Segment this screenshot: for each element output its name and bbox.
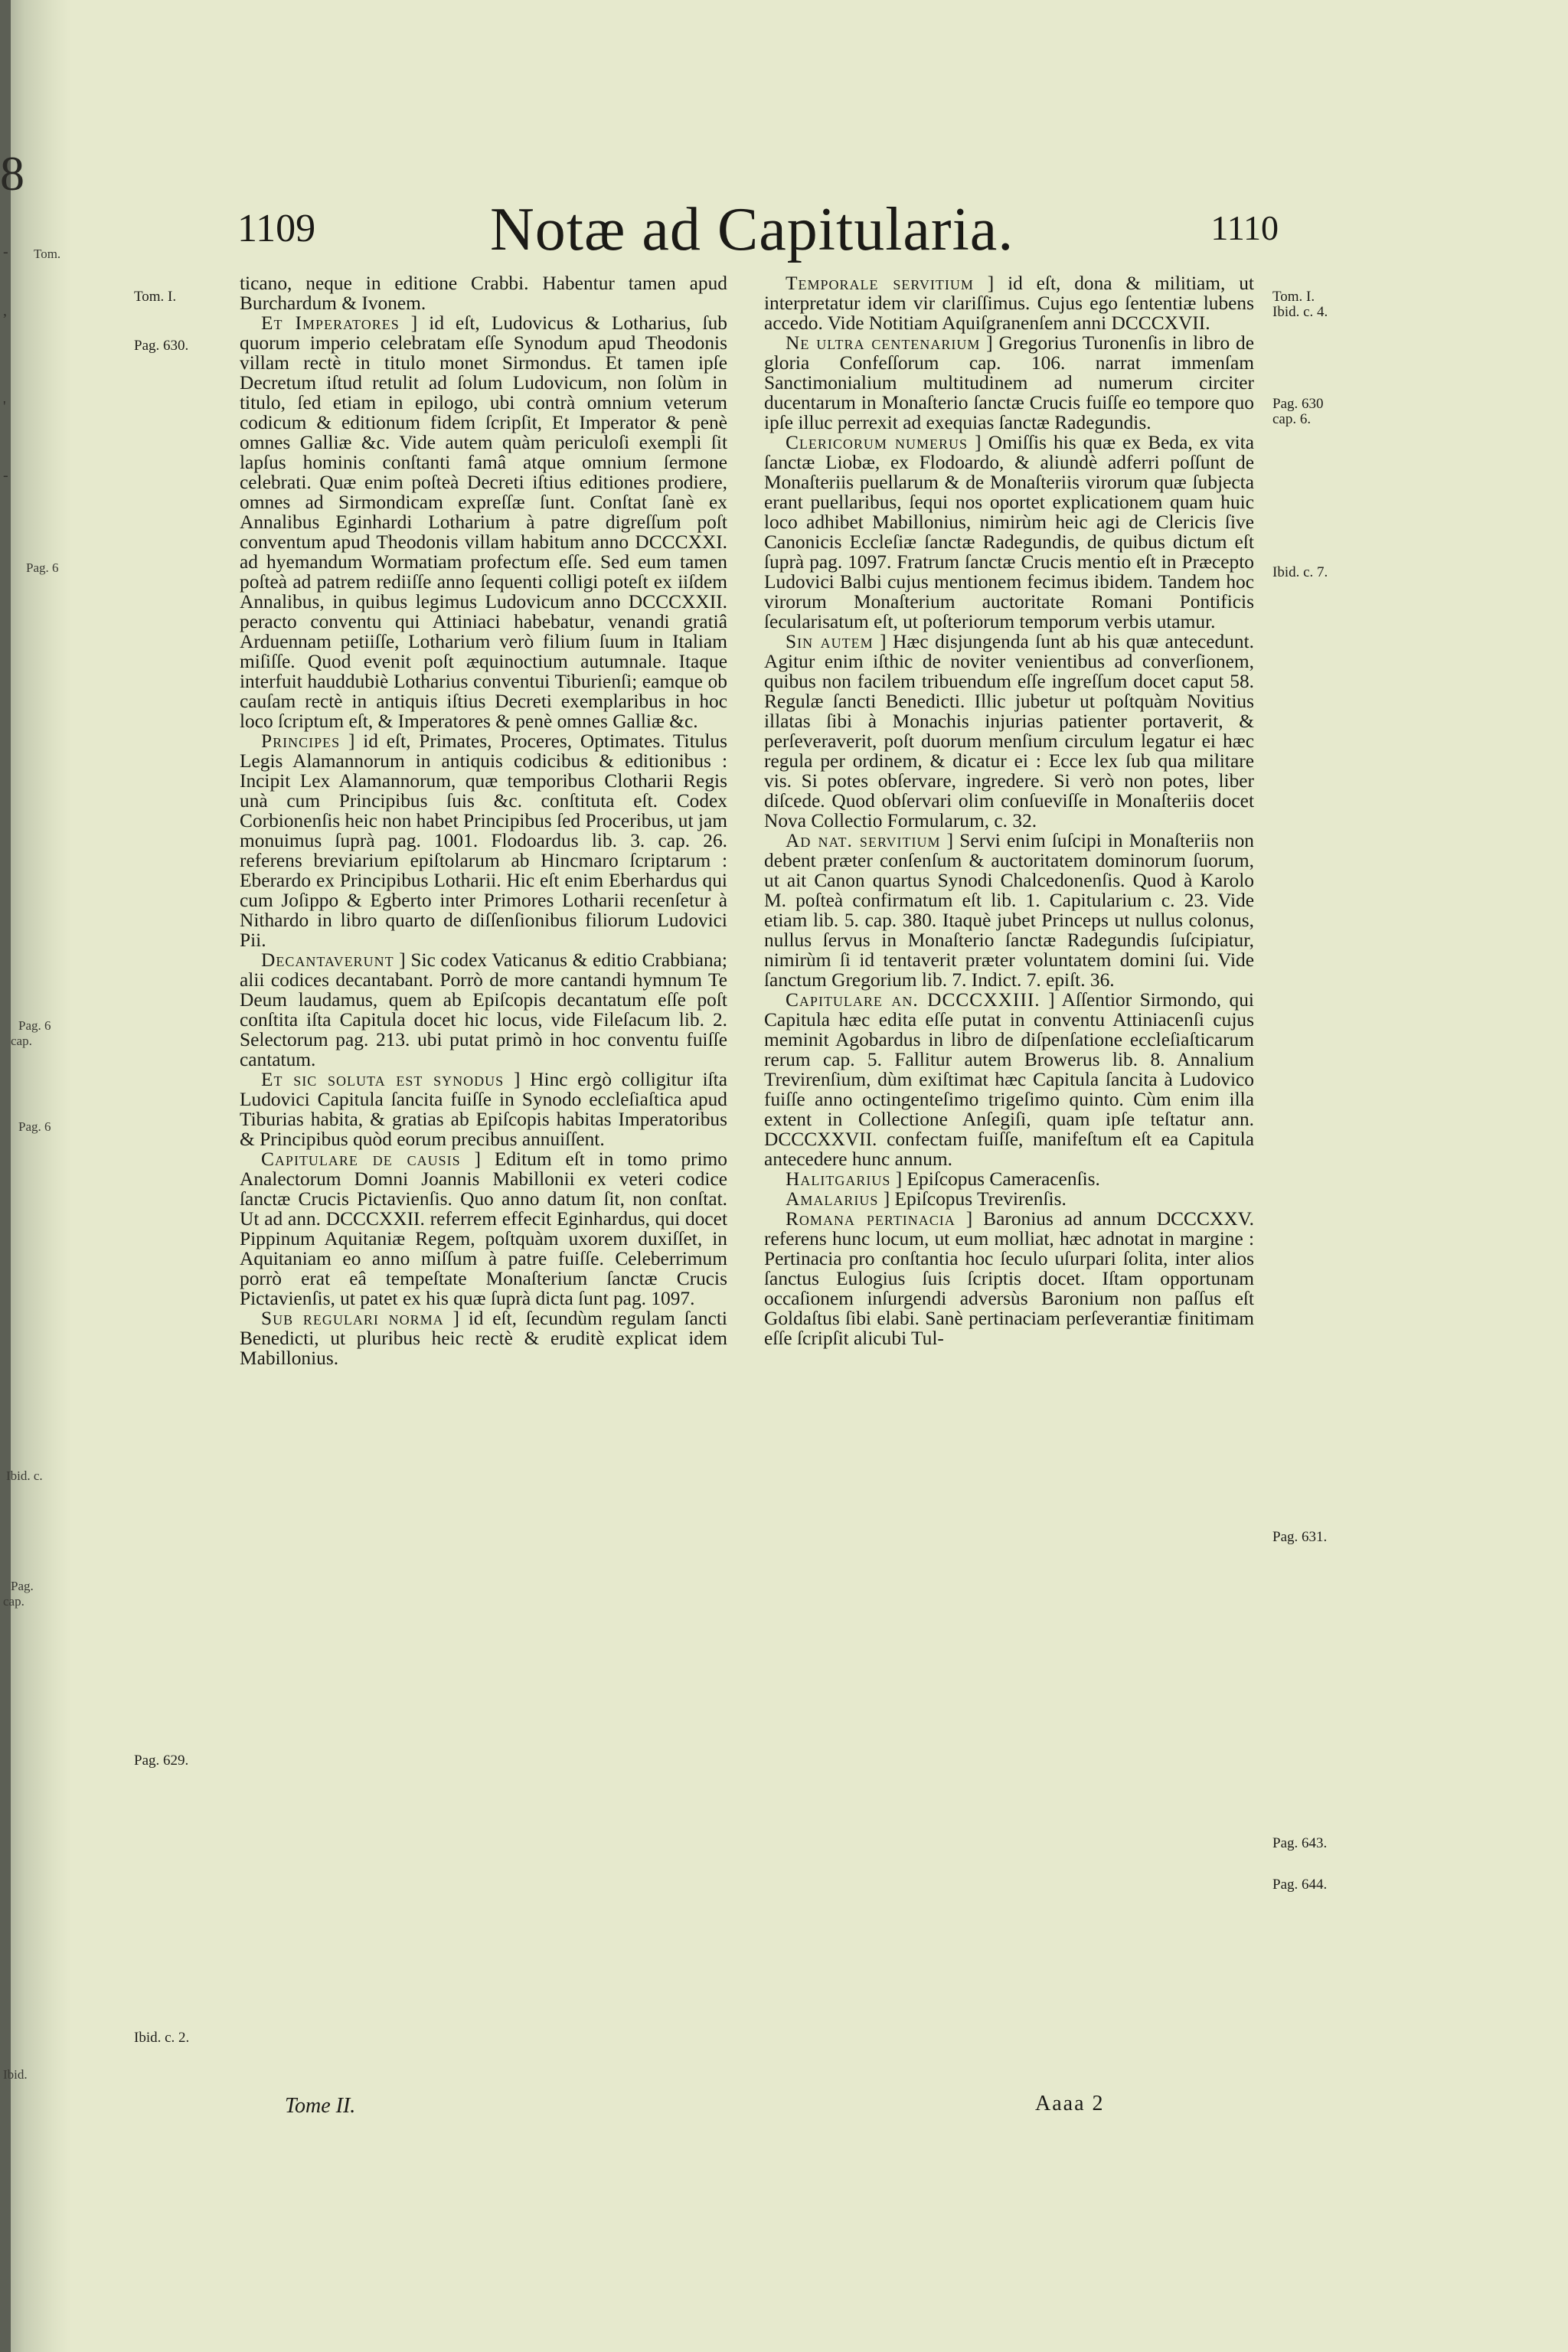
previous-page-mark: , [3,302,7,319]
lemma: Principes [261,730,341,752]
commentary-text: ] id eſt, Primates, Proceres, Optimates. Titulus Legis Alamannorum in antiquis codicibus & editionibus : Incipit Lex Alamannorum, quæ temporibus Clotharii Regis unà cum Principibus ſuis &c. conſtituta eſt. Codex Corbionenſis heic non habet Principibus ſed Proceribus, ut jam monuimus ſuprà pag. 1001. Flodoardus lib. 3. cap. 26. referens breviarium epiſtolarum ab Hincmaro ſcriptarum : Eberardo ex Principibus Lotharii. Hic eſt enim Eberhardus qui cum Joſippo & Egberto inter Primores Lotharii recenſetur à Nithardo in libro quarto de diſſenſionibus filiorum Ludovici Pii. [240,730,727,951]
paragraph [764,1209,1254,1348]
left-column [240,273,727,1368]
prev-page-fragment: cap. [3,1594,24,1609]
lemma: Halitgarius [786,1168,891,1190]
margin-note-left: Pag. 630. [134,338,189,354]
paragraph [240,1149,727,1308]
lemma: Et sic soluta est synodus [261,1069,505,1090]
paragraph [764,433,1254,632]
paragraph [764,273,1254,333]
lemma: Capitulare an. DCCCXXIII. [786,989,1040,1011]
lemma: Et Imperatores [261,312,400,334]
right-column [764,273,1254,1348]
commentary-text: ] Hinc ergò colligitur iſta Ludovici Capitula ſancita fuiſſe in Synodo eccleſiaſtica apud Tiburias habita, & gratias ab Epiſcopis habitas Imperatoribus & Principibus quòd eorum precibus annuiſſent. [240,1069,728,1150]
commentary-text: ] id eſt, ſecundùm regulam ſancti Benedicti, ut pluribus heic rectè & eruditè explicat idem Mabillonius. [240,1308,727,1369]
commentary-text: ] Gregorius Turonenſis in libro de gloria Confeſſorum cap. 106. narrat immenſam Sanctimonialium multitudinem ad numerum circiter ducentarum in Monaſterio ſanctæ Crucis fuiſſe eo tempore quo ipſe illuc perrexit ad exequias ſanctæ Radegundis. [764,332,1254,433]
lemma: Sub regulari norma [261,1308,444,1329]
commentary-text: ] Sic codex Vaticanus & editio Crabbiana; alii codices decantabant. Porrò de more cantandi hymnum Te Deum laudamus, quem ab Epiſcopis decantatum eſſe poſt conſtita iſta Capitula docet hic locus, vide Fileſacum lib. 2. Selectorum pag. 213. ubi putat primò in hoc conventu fuiſſe cantatum. [240,949,727,1070]
lemma: Decantaverunt [261,949,394,971]
margin-note-right: Pag. 631. [1272,1529,1328,1545]
commentary-text: ] Servi enim ſuſcipi in Monaſteriis non debent præter conſenſum & auctoritatem dominorum ſuorum, ut ait Canon quartus Synodi Chalcedonenſis. Quod à Karolo M. poſteà confirmatum eſt lib. 1. Capitularium c. 23. Vide etiam lib. 5. cap. 380. Itaquè jubet Princeps ut nullus colonus, nullus ſervus in Monaſterio ſanctæ Radegundis ſuſcipiatur, nimirùm ſi id tentaverit præter voluntatem domini ſui. Vide ſanctum Gregorium lib. 7. Indict. 7. epiſt. 36. [764,830,1254,991]
commentary-text: ] Aſſentior Sirmondo, qui Capitula hæc edita eſſe putat in conventu Attiniacenſi cujus meminit Agobardus in libro de diſpenſatione eccleſiaſticarum rerum cap. 5. Fallitur autem Browerus lib. 8. Annalium Trevirenſium, dùm exiſtimat hæc Capitula ſancita à Ludovico fuiſſe anno octingenteſimo trigeſimo quinto. Cùm enim illa extent in Collectione Anſegiſi, quam ipſe teſtatur ann. DCCCXXVII. confectam fuiſſe, manifeſtum eſt ea Capitula antecedere hunc annum. [764,989,1254,1170]
margin-note-left: Ibid. c. 2. [134,2030,190,2046]
previous-page-glyph: 8 [0,146,24,201]
page-title: Notæ ad Capitularia. [490,196,1014,263]
margin-note-right: Pag. 630 cap. 6. [1272,396,1324,427]
prev-page-fragment: Ibid. c. [6,1468,43,1483]
margin-note-right: Pag. 644. [1272,1877,1328,1893]
prev-page-fragment: cap. [11,1034,32,1048]
prev-page-fragment: Tom. [34,247,61,261]
prev-page-fragment: Pag. [11,1579,34,1593]
lemma: Ad nat. servitium [786,830,941,851]
margin-note-left: Pag. 629. [134,1753,189,1769]
lemma: Temporale servitium [786,273,974,294]
paragraph [764,831,1254,990]
commentary-text: ] id eſt, dona & militiam, ut interpretatur idem vir clariſſimus. Cujus ego ſententiæ lubens accedo. Vide Notitiam Aquiſgranenſem anni DCCCXVII. [764,273,1254,334]
prev-page-fragment: Pag. 6 [18,1018,51,1033]
previous-page-mark: - [3,467,8,484]
paragraph [240,731,727,950]
prev-page-fragment: Pag. 6 [26,560,59,575]
margin-note-right: Tom. I. Ibid. c. 4. [1272,289,1328,320]
commentary-text: ] Epiſcopus Cameracenſis. [895,1168,1100,1190]
lemma: Capitulare de causis [261,1148,461,1170]
previous-page-mark: - [3,243,8,260]
paragraph [764,1189,1254,1209]
margin-note-left: Tom. I. [134,289,177,305]
commentary-text: ] id eſt, Ludovicus & Lotharius, ſub quorum imperio celebratam eſſe Synodum apud Theodonis villam rectè in titulo monet Sirmondus. Et tamen ipſe Decretum iſtud retulit ad ſolum Ludovicum, non ſolùm in titulo, ſed etiam in epilogo, ubi contrà omnium veterum codicum & editionum fidem ſcripſit, Et Imperator & penè omnes Galliæ &c. Vide autem quàm periculoſi exempli ſit lapſus hominis conſtanti famâ atque omnium ſermone celebrati. Quæ enim poſteà Decreti iſtius editiones prodiere, omnes ad Sirmondicam expreſſæ ſunt. Conſtat ſanè ex Annalibus Eginhardi Lotharium à patre digreſſum poſt conventum apud Theodonis villam habitum anno DCCCXXI. ad hyemandum Wormatiam profectum eſſe. Sed eum tamen poſteà ad patrem rediiſſe anno ſequenti colligi poteſt ex iiſdem Annalibus, in quibus legimus Ludovicum anno DCCCXXII. peracto conventu qui Attiniaci habebatur, venandi gratiâ Arduennam petiiſſe, Lotharium verò filium ſuum in Italiam miſiſſe. Quod evenit poſt æquinoctium autumnale. Itaque interfuit hauddubiè Lotharius conventui Tiburienſi; eamque ob cauſam rectè in antiquis iſtius Decreti exemplaribus in hoc loco ſcriptum eſt, & Imperatores & penè omnes Galliæ &c. [240,312,727,732]
signature-mark: Aaaa 2 [1035,2092,1105,2115]
lemma: Ne ultra centenarium [786,332,981,354]
prev-page-fragment: Ibid. [3,2067,28,2082]
commentary-text: ] Hæc disjungenda ſunt ab his quæ antecedunt. Agitur enim iſthic de noviter venientibus ad converſionem, quibus non facilem tribuendum eſſe ingreſſum docet caput 58. Regulæ ſancti Benedicti. Illic jubetur ut poſtquàm Novitius illatas ſibi à Monachis injurias patienter portaverit, & perſeveraverit, poſt duorum menſium circulum legatur ei hæc regula per ordinem, & dicatur ei : Ecce lex ſub qua militare vis. Si potes obſervare, ingredere. Si verò non potes, liber diſcede. Quod obſervari olim conſueviſſe in Monaſteriis docet Nova Collectio Formularum, c. 32. [764,631,1254,831]
page-number-right: 1110 [1210,208,1279,247]
paragraph [240,273,727,313]
lemma: Clericorum numerus [786,432,969,453]
paragraph [764,632,1254,831]
lemma: Romana pertinacia [786,1208,956,1230]
previous-page-mark: ' [3,398,6,415]
paragraph [240,1070,727,1149]
paragraph [240,1308,727,1368]
commentary-text: ] Omiſſis his quæ ex Beda, ex vita ſanctæ Liobæ, ex Flodoardo, & aliundè adferri poſſunt de Monaſteriis puellarum & de Monaſteriis virorum quæ ſubjecta erant puellaribus, ſequi nos oportet explicationem quam huic loco adhibet Mabillonius, nimirùm heic agi de Clericis ſive Canonicis Eccleſiæ ſanctæ Radegundis, de quibus dictum eſt ſuprà pag. 1097. Fratrum ſanctæ Crucis mentio eſt in Præcepto Ludovici Balbi cujus mentionem fecimus ibidem. Tandem hoc virorum Monaſterium auctoritate Romani Pontificis ſecularisatum eſt, ut poſteriorum temporum verbis utamur. [764,432,1254,632]
volume-footer: Tome II. [285,2094,356,2118]
commentary-text: ticano, neque in editione Crabbi. Habentur tamen apud Burchardum & Ivonem. [240,273,727,314]
margin-note-right: Ibid. c. 7. [1272,564,1328,580]
lemma: Amalarius [786,1188,879,1210]
paragraph [764,333,1254,433]
paragraph [240,313,727,731]
paragraph [764,990,1254,1169]
commentary-text: ] Baronius ad annum DCCCXXV. referens hunc locum, ut eum molliat, hæc adnotat in margine : Pertinacia pro conſtantia hoc ſeculo uſurpari ſolita, inter alios ſanctus Eulogius ſuis ſcriptis docet. Iſtam opportunam occaſionem inſurgendi adversùs Baronium non paſſus eſt Goldaſtus ſibi elabi. Sanè pertinaciam perſeverantiæ finitimam eſſe ſcripſit alicubi Tul- [764,1208,1254,1349]
commentary-text: ] Epiſcopus Trevirenſis. [883,1188,1067,1210]
lemma: Sin autem [786,631,874,652]
previous-page-edge [0,0,11,2352]
paragraph [764,1169,1254,1189]
paragraph [240,950,727,1070]
page-number-left: 1109 [237,207,316,250]
margin-note-right: Pag. 643. [1272,1835,1328,1851]
running-head [237,195,1279,264]
prev-page-fragment: Pag. 6 [18,1119,51,1134]
commentary-text: ] Editum eſt in tomo primo Analectorum Domni Joannis Mabillonii ex veteri codice ſanctæ Crucis Pictavienſis. Quo anno datum ſit, non conſtat. Ut ad ann. DCCCXXII. referrem effecit Eginhardus, qui docet Pippinum Aquitaniæ Regem, poſtquàm uxorem duxiſſet, in Aquitaniam eo anno miſſum à patre fuiſſe. Celeberrimum porrò erat eâ tempeſtate Monaſterium ſanctæ Crucis Pictavienſis, ut patet ex his quæ ſuprà dicta ſunt pag. 1097. [240,1148,727,1309]
